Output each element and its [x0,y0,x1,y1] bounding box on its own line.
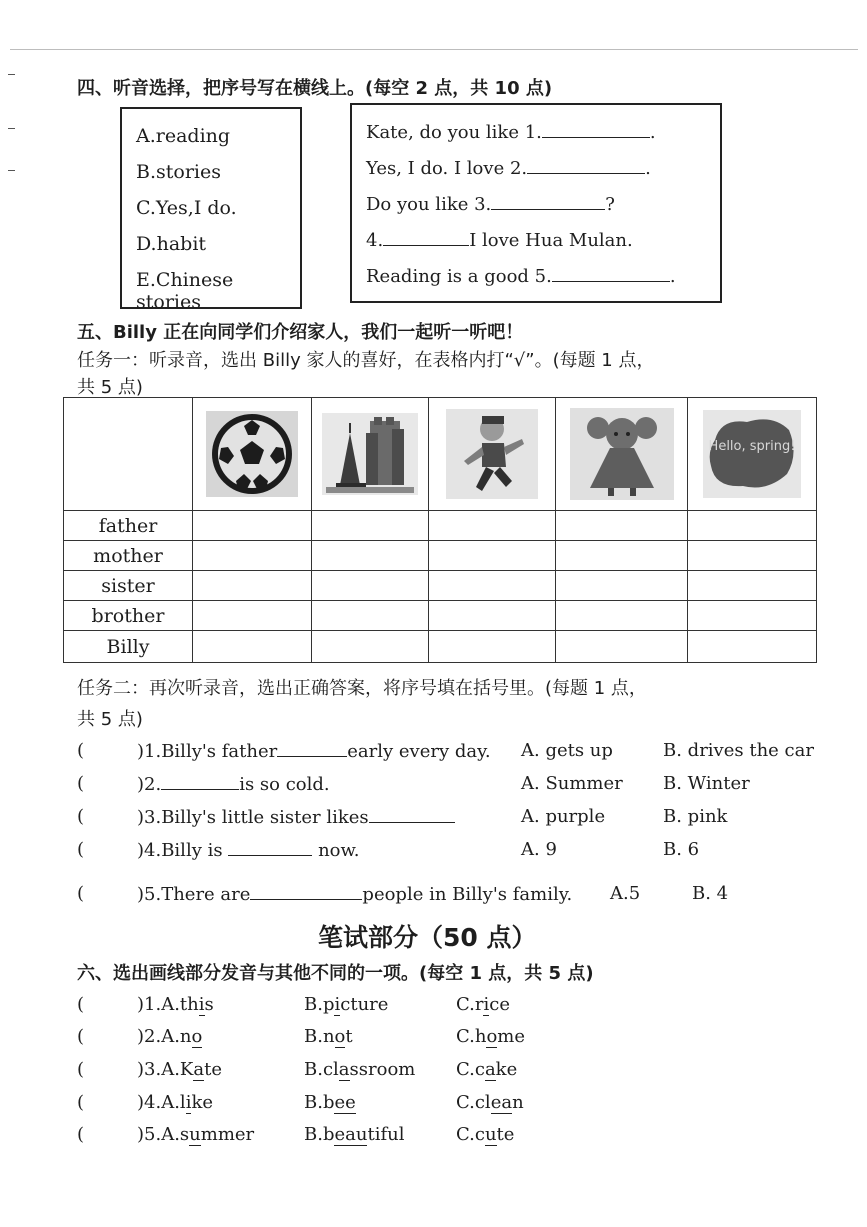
choice-a[interactable]: A. purple [521,806,606,827]
sentence-text: . [669,266,676,287]
check-cell[interactable] [312,571,429,601]
word-part: C.c [456,1059,485,1080]
check-cell[interactable] [312,631,429,663]
underlined-letters: a [484,1059,496,1080]
word-part: C.c [456,1124,485,1145]
answer-blank[interactable] [383,229,469,246]
running-boy-picture [446,409,538,499]
section6-heading: 六、选出画线部分发音与其他不同的一项。(每空 1 点，共 5 点) [77,963,594,984]
question-stem: )5.There are [137,884,251,905]
options-box [120,107,302,313]
question-stem: )3.Billy's little sister likes [137,807,369,828]
row-label: mother [64,541,193,571]
sandcastle-picture [322,413,418,495]
question-text [137,740,491,762]
check-cell[interactable] [556,571,688,601]
option: C.Yes,I do. [136,197,237,219]
picture-cell [193,398,312,511]
word-part: t [345,1026,353,1047]
word-part: B.cl [304,1059,339,1080]
check-cell[interactable] [193,601,312,631]
underlined-letters: o [191,1026,203,1047]
row-label: sister [64,571,193,601]
sentence-text: Reading is a good 5. [366,266,552,287]
sentence-text: ? [605,194,615,215]
section4-heading: 四、听音选择，把序号写在横线上。(每空 2 点，共 10 点) [77,78,553,99]
choice-a[interactable]: A.5 [610,883,641,904]
hello-spring-picture [703,410,801,498]
sentence-text: 4. [366,230,384,251]
answer-bracket[interactable]: ( [77,773,85,794]
answer-blank[interactable] [552,265,670,282]
check-cell[interactable] [556,511,688,541]
choice-b[interactable]: B. drives the car [663,740,814,761]
football-picture [206,411,298,497]
option: D.habit [136,233,207,255]
question-text [137,773,330,795]
word-part: A.n [161,1026,192,1047]
underlined-letters: i [198,994,205,1015]
choice-a[interactable]: A. Summer [521,773,623,794]
sentence-text: Yes, I do. I love 2. [366,158,528,179]
task1-instruction: 任务一：听录音，选出 Billy 家人的喜好，在表格内打“√”。(每题 1 点， [77,350,655,371]
sentence-text: I love Hua Mulan. [469,230,633,251]
underlined-letters: o [334,1026,346,1047]
top-rule [10,49,858,50]
item-a[interactable] [137,994,214,1015]
answer-blank[interactable] [228,839,312,856]
underlined-letters: o [486,1026,498,1047]
underlined-letters: u [484,1124,497,1145]
check-cell[interactable] [429,541,556,571]
sentence-text: Kate, do you like 1. [366,122,542,143]
word-part: C.h [456,1026,487,1047]
check-cell[interactable] [429,631,556,663]
question-stem: now. [318,840,360,861]
question-stem: )1.Billy's father [137,741,278,762]
word-part: B.b [304,1092,335,1113]
margin-mark [8,74,15,75]
hello-spring-text: Hello, spring! [708,439,796,454]
sentence-1 [366,121,656,143]
underlined-letters: ea [490,1092,513,1113]
item-c[interactable] [456,994,510,1015]
check-cell[interactable] [429,511,556,541]
answer-bracket[interactable]: ( [77,839,85,860]
sentences-box [350,103,722,303]
question-stem: early every day. [347,741,491,762]
answer-blank[interactable] [542,121,650,138]
question-stem: is so cold. [239,774,330,795]
word-part: A.l [161,1092,186,1113]
item-number: )1. [137,994,162,1015]
word-part: te [496,1124,515,1145]
underlined-letters: a [338,1059,350,1080]
option: B.stories [136,161,221,183]
item-b[interactable] [304,1092,356,1113]
task1-instruction-cont: 共 5 点) [77,377,143,398]
margin-mark [8,170,15,171]
sentence-text: . [649,122,656,143]
word-part: te [204,1059,222,1080]
check-cell[interactable] [312,541,429,571]
item-number: )3. [137,1059,162,1080]
word-part: A.s [161,1124,190,1145]
item-a[interactable] [137,1026,202,1047]
answer-bracket[interactable]: ( [77,883,85,904]
check-cell[interactable] [688,571,817,601]
check-cell[interactable] [312,601,429,631]
check-cell[interactable] [312,511,429,541]
sentence-5 [366,265,676,287]
item-a[interactable] [137,1092,213,1113]
word-part: B.p [304,994,335,1015]
answer-bracket[interactable]: ( [77,994,85,1015]
item-b[interactable] [304,1059,415,1080]
picture-cell [556,398,688,511]
corner-cell [64,398,193,511]
check-cell[interactable] [429,571,556,601]
answer-bracket[interactable]: ( [77,1059,85,1080]
item-a[interactable] [137,1059,222,1080]
item-number: )5. [137,1124,162,1145]
word-part: me [497,1026,526,1047]
answer-bracket[interactable]: ( [77,740,85,761]
check-cell[interactable] [556,631,688,663]
row-label: brother [64,601,193,631]
item-number: )2. [137,1026,162,1047]
question-text [137,839,360,861]
option: A.reading [136,125,231,147]
underlined-letters: u [189,1124,201,1145]
sentence-text: Do you like 3. [366,194,492,215]
item-c[interactable] [456,1026,525,1047]
margin-mark [8,128,15,129]
check-cell[interactable] [688,541,817,571]
item-b[interactable] [304,1026,353,1047]
underlined-letters: a [193,1059,205,1080]
word-part: cture [340,994,389,1015]
answer-blank[interactable] [277,740,347,757]
word-part: ce [489,994,510,1015]
answer-blank[interactable] [161,773,239,790]
word-part: A.K [161,1059,194,1080]
question-text [137,883,572,905]
sentence-3 [366,193,615,215]
section5-heading: 五、Billy 正在向同学们介绍家人，我们一起听一听吧！ [77,322,524,343]
word-part: mmer [200,1124,255,1145]
underlined-letters: i [185,1092,192,1113]
check-cell[interactable] [193,511,312,541]
check-cell[interactable] [193,571,312,601]
word-part: s [204,994,214,1015]
check-cell[interactable] [556,541,688,571]
answer-blank[interactable] [250,883,362,900]
answer-bracket[interactable]: ( [77,806,85,827]
check-cell[interactable] [688,631,817,663]
item-c[interactable] [456,1059,517,1080]
question-stem: )2. [137,774,162,795]
underlined-letters: eau [334,1124,368,1145]
question-stem: )4.Billy is [137,840,223,861]
row-label: Billy [64,631,193,663]
answer-blank[interactable] [527,157,645,174]
word-part: A.th [161,994,199,1015]
choice-b[interactable]: B. 4 [692,883,729,904]
task2-instruction: 任务二：再次听录音，选出正确答案，将序号填在括号里。(每题 1 点， [77,678,647,699]
choice-a[interactable]: A. gets up [521,740,613,761]
picture-cell [688,398,817,511]
word-part: ke [191,1092,214,1113]
check-cell[interactable] [688,511,817,541]
answer-bracket[interactable]: ( [77,1092,85,1113]
answer-blank[interactable] [491,193,605,210]
word-part: n [512,1092,524,1113]
picture-cell [312,398,429,511]
choice-b[interactable]: B. pink [663,806,728,827]
girl-dress-picture [570,408,674,500]
question-stem: people in Billy's family. [362,884,573,905]
word-part: C.cl [456,1092,491,1113]
word-part: tiful [367,1124,405,1145]
underlined-letters: i [483,994,490,1015]
underlined-letters: ee [334,1092,356,1113]
answer-bracket[interactable]: ( [77,1124,85,1145]
sentence-text: . [645,158,651,179]
check-cell[interactable] [429,601,556,631]
item-number: )4. [137,1092,162,1113]
word-part: ssroom [349,1059,416,1080]
item-b[interactable] [304,994,388,1015]
word-part: B.b [304,1124,335,1145]
item-a[interactable] [137,1124,254,1145]
item-b[interactable] [304,1124,404,1145]
task2-instruction-cont: 共 5 点) [77,709,143,730]
check-cell[interactable] [193,631,312,663]
preference-table [63,397,817,663]
word-part: B.n [304,1026,335,1047]
sentence-4 [366,229,633,251]
answer-blank[interactable] [369,806,455,823]
sentence-2 [366,157,651,179]
choice-b[interactable]: B. Winter [663,773,750,794]
choice-b[interactable]: B. 6 [663,839,700,860]
row-label: father [64,511,193,541]
word-part: C.r [456,994,484,1015]
item-c[interactable] [456,1124,514,1145]
check-cell[interactable] [193,541,312,571]
word-part: ke [495,1059,518,1080]
check-cell[interactable] [556,601,688,631]
underlined-letters: i [334,994,341,1015]
answer-bracket[interactable]: ( [77,1026,85,1047]
option: E.Chinese stories [136,269,234,313]
item-c[interactable] [456,1092,524,1113]
picture-cell [429,398,556,511]
question-text [137,806,455,828]
written-section-title: 笔试部分（50 点） [318,923,537,952]
choice-a[interactable]: A. 9 [521,839,557,860]
check-cell[interactable] [688,601,817,631]
